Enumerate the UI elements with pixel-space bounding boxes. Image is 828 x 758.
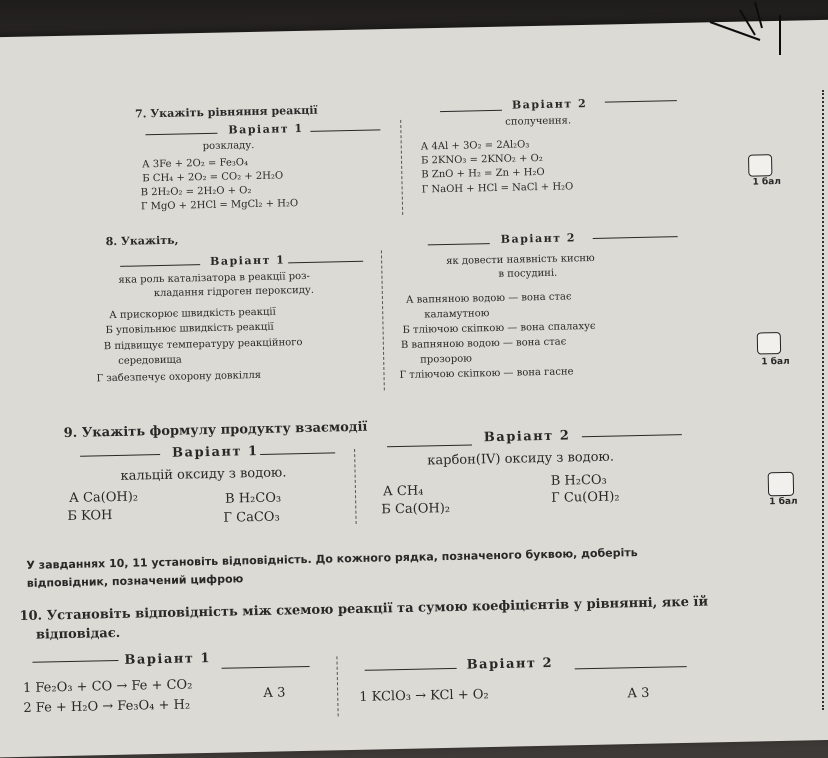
q7-v1-option-a: А 3Fe + 2O₂ = Fe₃O₄ xyxy=(141,157,249,171)
q9-title: 9. Укажіть формулу продукту взаємодії xyxy=(63,419,368,442)
q10-title-2: відповідає. xyxy=(35,625,121,643)
q8-v2-option-c: В вапняною водою — вона стає xyxy=(400,336,567,351)
rule xyxy=(288,261,363,264)
q8-v1-subtitle-1: яка роль каталізатора в реакції роз- xyxy=(118,270,311,286)
column-divider xyxy=(381,250,385,390)
q7-v1-option-c: В 2H₂O₂ = 2H₂O + O₂ xyxy=(140,185,252,199)
q9-answer-box[interactable] xyxy=(768,472,794,497)
rule xyxy=(387,445,472,448)
q8-v1-option-b: Б уповільнює швидкість реакції xyxy=(105,321,274,337)
column-divider xyxy=(354,449,357,524)
rule xyxy=(145,133,217,136)
q9-v1-option-c: В H₂CO₃ xyxy=(224,490,282,507)
q7-v1-option-b: Б CH₄ + 2O₂ = CO₂ + 2H₂O xyxy=(142,170,284,185)
q8-v1-option-c-cont: середовища xyxy=(118,354,182,367)
q9-points: 1 бал xyxy=(769,496,798,508)
rule xyxy=(222,666,310,669)
q9-v1-option-a: А Ca(OH)₂ xyxy=(68,489,139,506)
q8-answer-box[interactable] xyxy=(757,332,781,354)
q7-points: 1 бал xyxy=(752,176,782,188)
rule xyxy=(310,129,380,131)
q8-points: 1 бал xyxy=(761,356,790,368)
q8-v1-option-a: А прискорює швидкість реакції xyxy=(109,306,276,322)
q7-v1-subtitle: розкладу. xyxy=(202,140,255,153)
q8-v2-subtitle-1: як довести наявність кисню xyxy=(446,252,595,268)
rule xyxy=(593,236,678,239)
rule xyxy=(582,434,682,437)
column-divider xyxy=(336,656,338,716)
right-margin-dots xyxy=(822,90,824,710)
q8-v1-option-d: Г забезпечує охорону довкілля xyxy=(96,369,262,385)
rule xyxy=(32,660,118,663)
rule xyxy=(80,454,160,457)
q8-v1-header: Варіант 1 xyxy=(209,253,286,268)
q7-v2-header: Варіант 2 xyxy=(511,97,588,112)
q7-v2-option-b: Б 2KNO₃ = 2KNO₂ + O₂ xyxy=(420,152,543,167)
q10-v2-header: Варіант 2 xyxy=(466,655,554,673)
q8-v2-option-b: Б тліючою скіпкою — вона спалахує xyxy=(402,320,596,336)
q10-v1-row-1: 1 Fe₂O₃ + CO → Fe + CO₂ xyxy=(22,677,193,696)
q9-v1-option-d: Г CaCO₃ xyxy=(223,509,280,526)
q7-answer-box[interactable] xyxy=(748,154,772,176)
instruction-line-1: У завданнях 10, 11 установіть відповідність. До кожного рядка, позначеного буквою, доберіть xyxy=(26,546,638,572)
rule xyxy=(575,666,687,669)
q10-v1-answer: А 3 xyxy=(263,685,286,701)
q10-v2-answer: А 3 xyxy=(627,685,650,702)
q10-title-1: 10. Установіть відповідність між схемою реакції та сумою коефіцієнтів у рівнянні, яке їй xyxy=(19,594,709,625)
q9-v2-header: Варіант 2 xyxy=(483,428,571,446)
q7-v2-option-a: А 4Al + 3O₂ = 2Al₂O₃ xyxy=(420,139,530,153)
column-divider xyxy=(400,120,403,215)
q9-v1-subtitle: кальцій оксиду з водою. xyxy=(120,465,287,484)
q8-v2-option-c-cont: прозорою xyxy=(420,353,473,366)
q8-v2-option-a: А вапняною водою — вона стає xyxy=(405,291,572,306)
q8-v1-subtitle-2: кладання гідроген пероксиду. xyxy=(153,284,315,300)
q8-v2-subtitle-2: в посудині. xyxy=(498,267,558,280)
q9-v2-option-d: Г Cu(OH)₂ xyxy=(550,489,620,506)
q8-title: 8. Укажіть, xyxy=(105,233,179,249)
q10-v1-header: Варіант 1 xyxy=(124,651,212,668)
rule xyxy=(440,110,502,112)
q9-v2-option-c: В H₂CO₃ xyxy=(550,472,607,489)
q9-v2-option-a: А CH₄ xyxy=(382,483,424,500)
rule xyxy=(260,452,335,455)
q7-v2-option-d: Г NaOH + HCl = NaCl + H₂O xyxy=(421,181,574,196)
q10-v1-row-2: 2 Fe + H₂O → Fe₃O₄ + H₂ xyxy=(23,697,191,716)
q9-v2-subtitle: карбон(IV) оксиду з водою. xyxy=(427,449,615,469)
q7-v2-option-c: В ZnO + H₂ = Zn + H₂O xyxy=(421,166,545,181)
q8-v2-option-d: Г тліючою скіпкою — вона гасне xyxy=(399,366,574,382)
rule xyxy=(120,264,200,267)
q9-v1-option-b: Б KOH xyxy=(67,508,113,524)
q8-v1-option-c: В підвищує температуру реакційного xyxy=(103,337,303,353)
q9-v1-header: Варіант 1 xyxy=(171,443,259,461)
rule xyxy=(428,243,490,245)
q7-v1-header: Варіант 1 xyxy=(228,121,304,137)
q8-v2-option-a-cont: каламутною xyxy=(424,308,490,321)
q10-v2-row-1: 1 KClO₃ → KCl + O₂ xyxy=(359,687,489,705)
rule xyxy=(605,100,677,103)
rule xyxy=(365,668,457,671)
instruction-line-2: відповідник, позначений цифрою xyxy=(26,572,244,590)
q7-v1-option-d: Г MgO + 2HCl = MgCl₂ + H₂O xyxy=(140,198,299,213)
q9-v2-option-b: Б Ca(OH)₂ xyxy=(381,500,451,518)
q7-v2-subtitle: сполучення. xyxy=(505,115,572,128)
q7-title: 7. Укажіть рівняння реакції xyxy=(134,103,318,121)
q8-v2-header: Варіант 2 xyxy=(500,231,577,246)
